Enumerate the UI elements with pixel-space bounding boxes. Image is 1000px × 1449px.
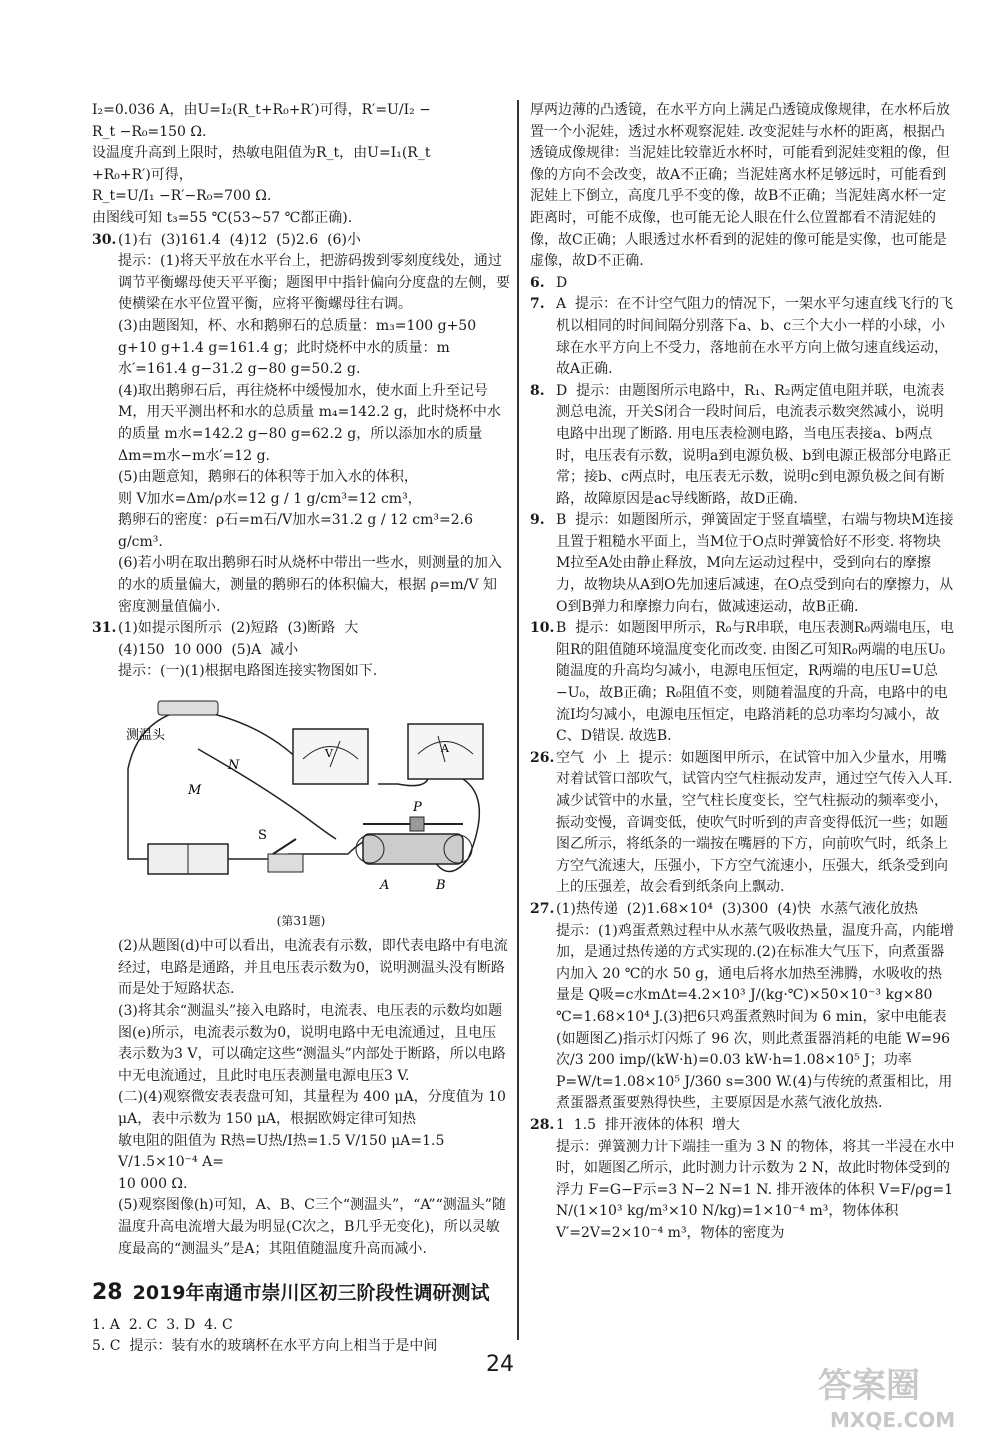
question-26: [530, 748, 955, 899]
hint-paragraph: (5)由题意知，鹅卵石的体积等于加入水的体积，: [118, 469, 418, 486]
right-column: [530, 100, 955, 1244]
hint-paragraph: (5)观察图像(h)可知，A、B、C三个“测温头”，“A”“测温头”随温度升高电流增大最为明显(C次之，B几乎无变化)，所以灵敏度最高的“测温头”是A；其阻值随温度升高而减小.: [118, 1197, 506, 1257]
question-number: 7.: [530, 296, 545, 313]
figure-caption: (第31题): [276, 913, 326, 928]
question-31: [92, 618, 510, 683]
answer-text: B 提示：如题图甲所示，R₀与R串联，电压表测R₀两端电压，电阻R的阻值随环境温度变化而改变. 由图乙可知R₀两端的电压U₀随温度的升高均匀减小，电源电压恒定，R两端的电压U=U总−U₀，故B正确；R₀阻值不变，则随着温度的升高，电路中的电流I均匀减小，电源电压恒定，电路消耗的总功率均匀减小，故C、D错误. 故选B.: [556, 620, 955, 745]
question-number: 6.: [530, 274, 545, 291]
rheostat-b-label: B: [436, 878, 446, 894]
hint-paragraph: (2)从题图(d)中可以看出，电流表有示数，即代表电路中有电流经过，电路是通路，并且电压表示数为0，说明测温头没有断路而是处于短路状态.: [118, 938, 508, 998]
answer-text: 空气 小 上 提示：如题图甲所示，在试管中加入少量水，用嘴对着试管口部吹气，试管内空气柱振动发声，通过空气传入人耳. 减少试管中的水量，空气柱长度变长，空气柱振动的频率变小，振动变慢，音调变低，使吹气时听到的声音变得低沉一些；如题图乙所示，将纸条的一端按在嘴唇的下方，向前吹气时，纸条上方空气流速大，压强小，下方空气流速小，压强大，纸条受到向上的压强差，故会看到纸条向上飘动.: [556, 749, 957, 896]
section-number: 28: [92, 1280, 123, 1306]
p-label: P: [413, 800, 422, 816]
watermark-top: 答案圈: [818, 1366, 920, 1406]
question-7: [530, 294, 955, 380]
question-number: 10.: [530, 620, 555, 637]
question-number: 28.: [530, 1116, 555, 1133]
answer-line: (1)如提示图所示 (2)短路 (3)断路 大: [118, 620, 359, 637]
switch: [268, 839, 303, 872]
question-28: [530, 1115, 955, 1245]
question-number: 9.: [530, 512, 545, 529]
question-number: 31.: [92, 620, 117, 637]
hint-paragraph: (6)若小明在取出鹅卵石时从烧杯中带出一些水，则测量的加入的水的质量偏大，测量的鹅卵石的体积偏大，根据 ρ=m/V 知密度测量值偏小.: [118, 555, 502, 615]
answer-text: (1)热传递 (2)1.68×10⁴ (3)300 (4)快 水蒸气液化放热 提示：(1)鸡蛋煮熟过程中从水蒸气吸收热量，温度升高，内能增加，是通过热传递的方式实现的.(2)在标准大气压下，向煮蛋器内加入 20 ℃的水 50 g，通电后将水加热至沸腾，水吸收的热量是 Q吸=c水mΔt=4.2×10³ J/(kg·℃)×50×10⁻³ kg×80 ℃=1.68×10⁴ J.(3)把6只鸡蛋煮熟时间为 6 min，家中电能表(如题图乙)指示灯闪烁了 96 次，则此煮蛋器消耗的电能 W=96次/3 200 imp/(kW·h)=0.03 kW·h=1.08×10⁵ J；功率P=W/t=1.08×10⁵ J/360 s=300 W.(4)与传统的煮蛋相比，用煮蛋器煮蛋要熟得快些，主要原因是水蒸气液化放热.: [556, 900, 954, 1112]
watermark-bottom: MXQE.COM: [830, 1408, 956, 1432]
text-line: 设温度升高到上限时，热敏电阻值为R_t，由U=I₁(R_t: [92, 145, 431, 162]
hint-paragraph: 提示：(1)将天平放在水平台上，把游码拨到零刻度线处，通过调节平衡螺母使天平平衡；题图甲中指针偏向分度盘的左侧，要使横梁在水平位置平衡，应将平衡螺母往右调。: [118, 253, 510, 313]
answer-line: 5. C 提示：装有水的玻璃杯在水平方向上相当于是中间: [92, 1338, 438, 1355]
text-line: R_t −R₀=150 Ω.: [92, 123, 207, 140]
answer-line: 1. A 2. C 3. D 4. C: [92, 1316, 233, 1333]
answer-text: D: [556, 274, 568, 291]
question-6: [530, 273, 955, 295]
formula-line: 10 000 Ω.: [118, 1175, 188, 1192]
question-number: 30.: [92, 231, 117, 248]
question-10: [530, 618, 955, 748]
page-number: 24: [486, 1352, 514, 1377]
answer-line: (1)右 (3)161.4 (4)12 (5)2.6 (6)小: [118, 231, 361, 248]
question-number: 26.: [530, 749, 555, 766]
question-8: [530, 381, 955, 511]
question-31-continued: [92, 936, 510, 1260]
circuit-diagram: [118, 689, 498, 899]
text-line: 由图线可知 t₃=55 ℃(53~57 ℃都正确).: [92, 209, 353, 226]
v-label: V: [325, 747, 333, 761]
formula-line: 敏电阻的阻值为 R热=U热/I热=1.5 V/150 μA=1.5 V/1.5×10⁻⁴ A=: [118, 1132, 449, 1171]
section-title: 2019年南通市崇川区初三阶段性调研测试: [132, 1282, 490, 1305]
rheostat: [356, 817, 472, 864]
hint-paragraph: (3)将其余“测温头”接入电路时，电流表、电压表的示数均如题图(e)所示，电流表示数为0，说明电路中无电流通过，且电压表示数为3 V，可以确定这些“测温头”内部处于断路，所以电路中无电流通过，且此时电压表测量电源电压3 V.: [118, 1003, 506, 1084]
question-number: 8.: [530, 382, 545, 399]
rheostat-a-label: A: [380, 878, 390, 894]
text-line: R_t=U/I₁ −R′−R₀=700 Ω.: [92, 188, 272, 205]
hint-paragraph: 提示：(一)(1)根据电路图连接实物图如下.: [118, 663, 378, 680]
question-number: 27.: [530, 900, 555, 917]
answer-text: B 提示：如题图所示，弹簧固定于竖直墙壁，右端与物块M连接且置于粗糙水平面上，当M位于O点时弹簧恰好不形变. 将物块M拉至A处由静止释放，M向左运动过程中，受到向右的摩擦力，故物块从A到O先加速后减速，在O点受到向右的摩擦力，从O到B弹力和摩擦力向右，做减速运动，故B正确.: [556, 512, 954, 615]
formula-line: 鹅卵石的密度：ρ石=m石/V加水=31.2 g / 12 cm³=2.6 g/cm³.: [118, 512, 478, 550]
formula-line: 则 V加水=Δm/ρ水=12 g / 1 g/cm³=12 cm³，: [118, 490, 422, 507]
battery: [148, 844, 228, 874]
question-30: [92, 230, 510, 619]
m-label: M: [188, 783, 202, 799]
text-line: I₂=0.036 A，由U=I₂(R_t+R₀+R′)可得，R′=U/I₂ −: [92, 102, 431, 118]
question-9: [530, 510, 955, 618]
answer-text: 1 1.5 排开液体的体积 增大 提示：弹簧测力计下端挂一重为 3 N 的物体，将其一半浸在水中时，如题图乙所示，此时测力计示数为 2 N，故此时物体受到的浮力 F=G−F示=3 N−2 N=1 N. 排开液体的体积 V=F/ρg=1 N/(1×10³ kg/m³×10 N/kg)=1×10⁻⁴ m³，物体体积 V′=2V=2×10⁻⁴ m³，物体的密度为: [556, 1116, 955, 1241]
question-27: [530, 899, 955, 1115]
hint-paragraph: (二)(4)观察微安表表盘可知，其量程为 400 μA，分度值为 10 μA，表中示数为 150 μA，根据欧姆定律可知热: [118, 1089, 511, 1127]
a-label: A: [441, 742, 449, 756]
question-5-continued: 厚两边薄的凸透镜，在水平方向上满足凸透镜成像规律，在水杯后放置一个小泥娃，透过水杯观察泥娃. 改变泥娃与水杯的距离，根据凸透镜成像规律：当泥娃比较靠近水杯时，可能看到泥娃变粗的像，但像的方向不会改变，故A不正确；当泥娃离水杯足够远时，可能看到泥娃上下倒立，高度几乎不变的像，故B不正确；当泥娃离水杯一定距离时，可能不成像，也可能无论人眼在什么位置都看不清泥娃的像，故C正确；人眼透过水杯看到的泥娃的像可能是实像，也可能是虚像，故D不正确.: [530, 102, 950, 270]
column-divider: [517, 100, 519, 1340]
hint-paragraph: (3)由题图知，杯、水和鹅卵石的总质量：m₃=100 g+50 g+10 g+1.4 g=161.4 g；此时烧杯中水的质量：m水′=161.4 g−31.2 g−80 g=50.2 g.: [118, 317, 481, 378]
answer-text: D 提示：由题图所示电路中，R₁、R₂两定值电阻并联，电流表测总电流，开关S闭合一段时间后，电流表示数突然减小，说明电路中出现了断路. 用电压表检测电路，当电压表接a、b两点时，电压表有示数，说明a到电源负极、b到电源正极部分电路正常；接b、c两点时，电压表无示数，说明c到电源负极之间有断路，故障原因是ac导线断路，故D正确.: [556, 382, 952, 507]
answer-line: (4)150 10 000 (5)A 减小: [118, 641, 299, 658]
left-column: [92, 100, 510, 1358]
hint-paragraph: (4)取出鹅卵石后，再往烧杯中缓慢加水，使水面上升至记号M，用天平测出杯和水的总质量 m₄=142.2 g，此时烧杯中水的质量 m水=142.2 g−80 g=62.2 g，所以添加水的质量 Δm=m水−m水′=12 g.: [118, 382, 501, 464]
watermark-logo: [810, 1355, 980, 1435]
probe-label: 测温头: [126, 728, 166, 744]
text-line: +R₀+R′)可得，: [92, 166, 193, 183]
answer-text: A 提示：在不计空气阻力的情况下，一架水平匀速直线飞行的飞机以相同的时间间隔分别落下a、b、c三个大小一样的小球，小球在水平方向上不受力，落地前在水平方向上做匀速直线运动，故A正确.: [556, 296, 954, 378]
section-heading: [92, 1282, 510, 1305]
n-label: N: [228, 758, 240, 774]
s-label: S: [258, 828, 267, 844]
